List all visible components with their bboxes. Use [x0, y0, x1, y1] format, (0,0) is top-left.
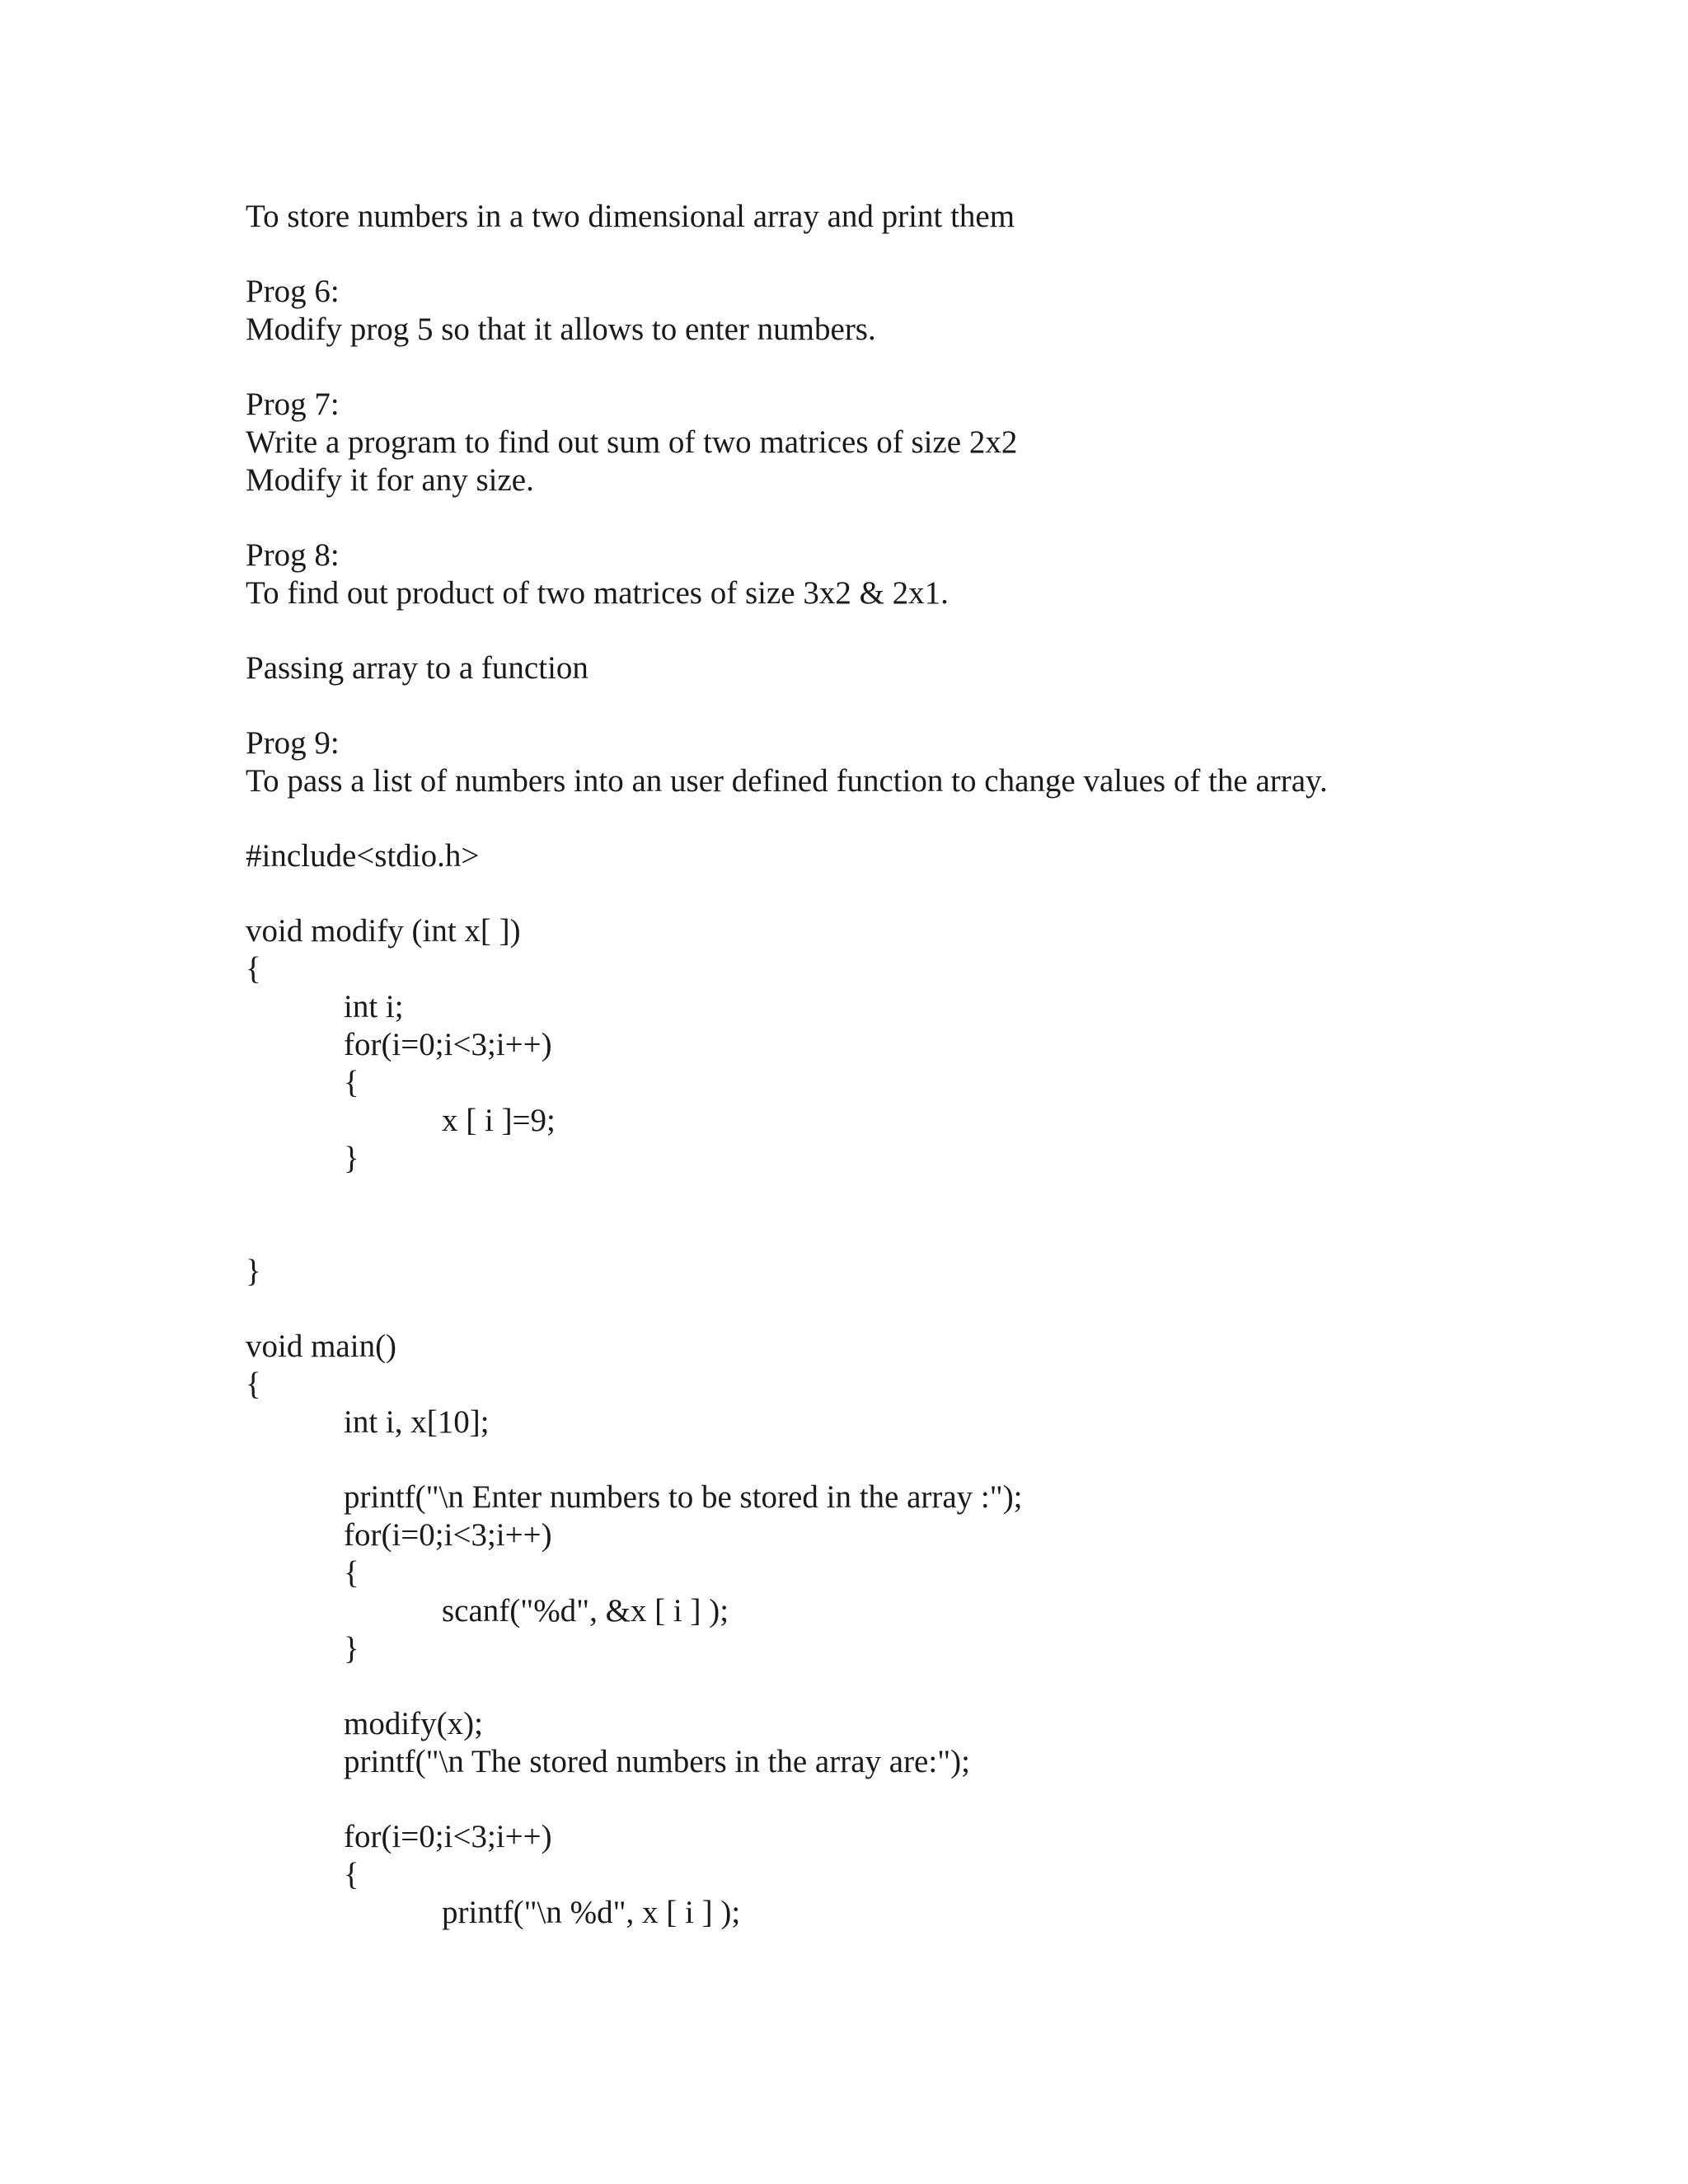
code-line: printf("\n The stored numbers in the array are:"); [344, 1744, 970, 1779]
code-line: printf("\n %d", x [ i ] ); [442, 1895, 741, 1930]
code-line: modify(x); [344, 1706, 483, 1741]
code-line: { [344, 1065, 359, 1100]
prog-7-description: Write a program to find out sum of two matrices of size 2x2 [246, 424, 1018, 460]
code-line: } [246, 1254, 261, 1289]
code-line: { [344, 1555, 359, 1591]
code-line: int i, x[10]; [344, 1404, 490, 1440]
code-line: for(i=0;i<3;i++) [344, 1517, 552, 1553]
code-line: scanf("%d", &x [ i ] ); [442, 1593, 729, 1629]
code-line: { [344, 1857, 359, 1892]
code-line: void modify (int x[ ]) [246, 913, 521, 949]
prog-9-description: To pass a list of numbers into an user defined function to change values of the array. [246, 763, 1328, 799]
code-line: } [344, 1631, 359, 1666]
prog-7-label: Prog 7: [246, 387, 340, 422]
code-line: void main() [246, 1329, 397, 1364]
prog-7-description-extra: Modify it for any size. [246, 462, 534, 498]
prog-8-label: Prog 8: [246, 537, 340, 573]
code-line: { [246, 1366, 261, 1402]
code-line: { [246, 951, 261, 987]
prog-8-description: To find out product of two matrices of size 3x2 & 2x1. [246, 575, 949, 611]
prog-6-description: Modify prog 5 so that it allows to enter numbers. [246, 312, 876, 347]
prog-6-label: Prog 6: [246, 274, 340, 309]
code-line: for(i=0;i<3;i++) [344, 1027, 552, 1062]
code-line: } [344, 1141, 359, 1176]
code-line: for(i=0;i<3;i++) [344, 1819, 552, 1854]
code-line: x [ i ]=9; [442, 1103, 556, 1138]
section-heading-2d-array: To store numbers in a two dimensional array and print them [246, 199, 1015, 234]
section-heading-passing-array: Passing array to a function [246, 650, 588, 686]
code-line: int i; [344, 989, 404, 1024]
code-line: #include<stdio.h> [246, 838, 480, 874]
code-line: printf("\n Enter numbers to be stored in the array :"); [344, 1479, 1023, 1515]
prog-9-label: Prog 9: [246, 725, 340, 761]
